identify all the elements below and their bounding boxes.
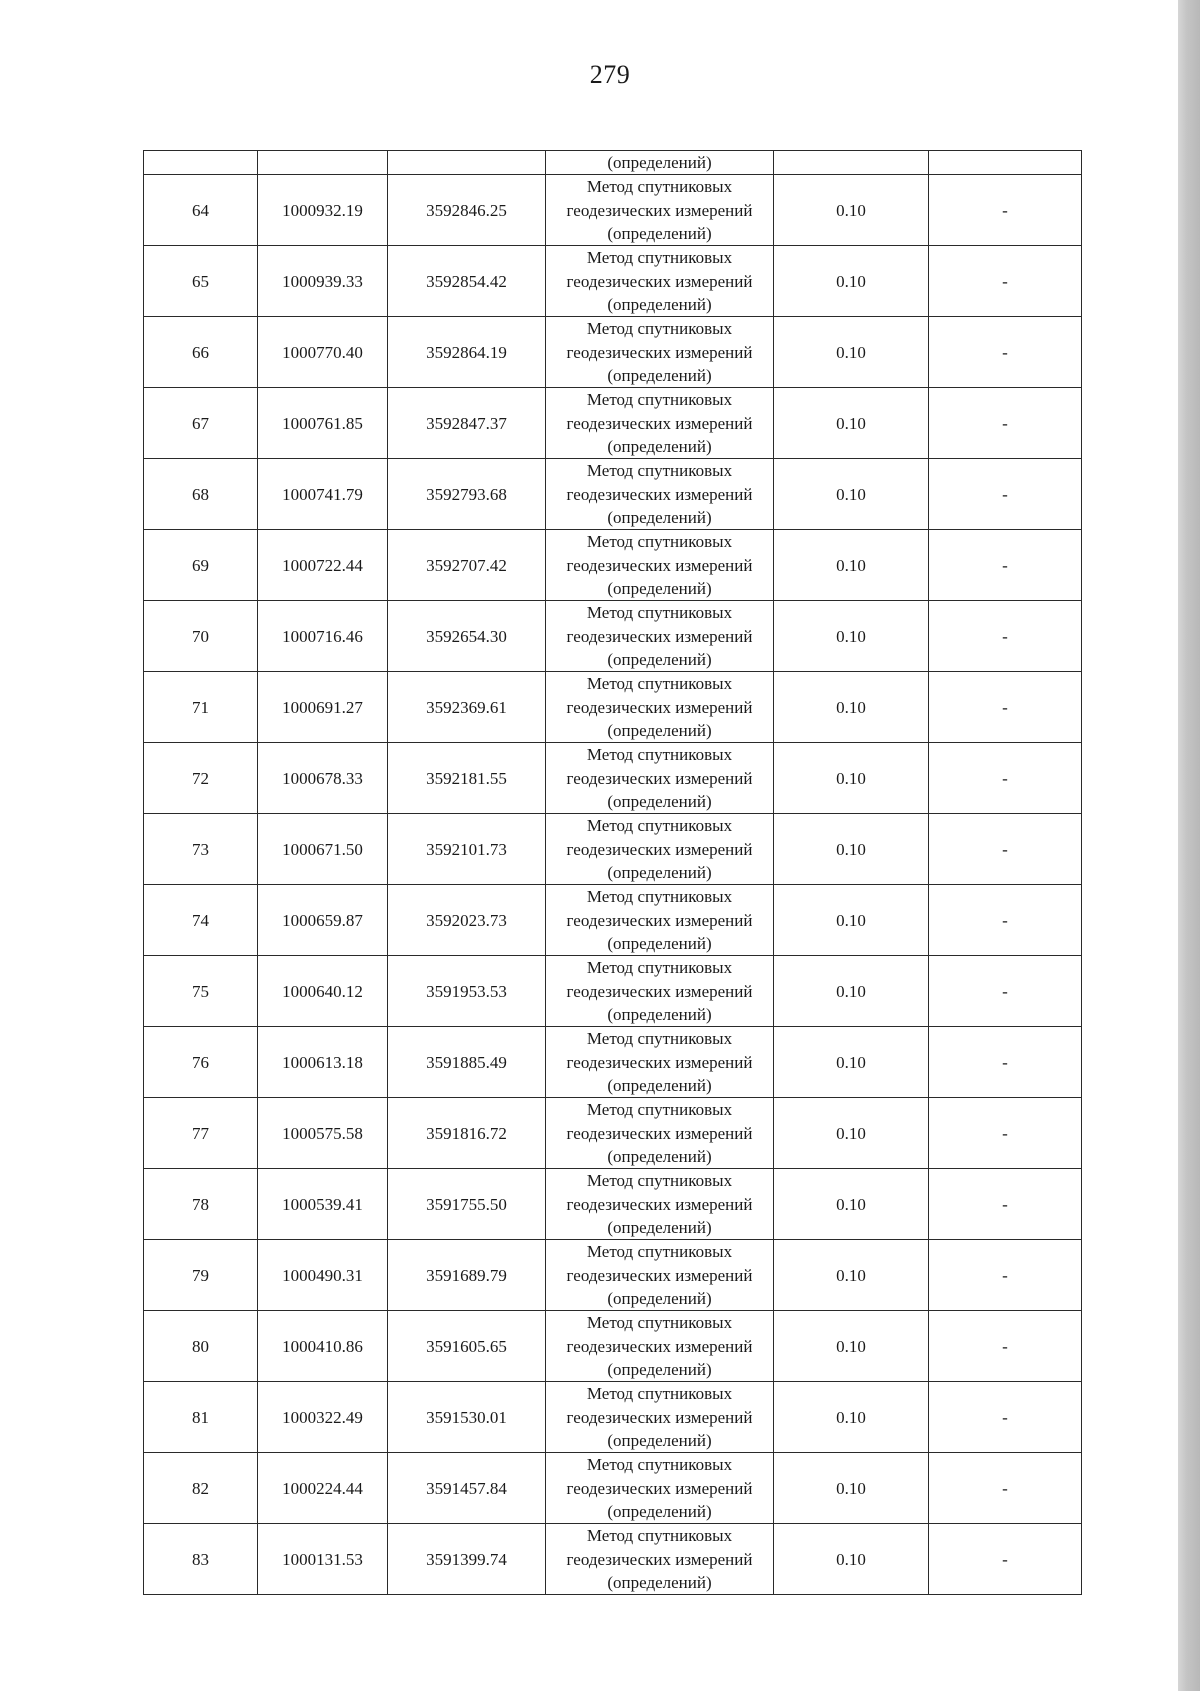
coordinate-x-cell: 1000322.49 (258, 1382, 388, 1453)
table-row (144, 317, 1082, 388)
accuracy-cell: 0.10 (774, 1098, 929, 1169)
method-cell (546, 885, 774, 956)
method-cell (546, 388, 774, 459)
point-number-cell: 81 (144, 1382, 258, 1453)
method-line: Метод спутниковых (586, 958, 733, 978)
method-line: (определений) (607, 294, 712, 314)
method-line: геодезических измерений (566, 697, 753, 717)
note-cell: - (929, 317, 1082, 388)
method-line: Метод спутниковых (586, 177, 733, 197)
method-line: Метод спутниковых (586, 816, 733, 836)
accuracy-cell: 0.10 (774, 1524, 929, 1595)
method-line: геодезических измерений (566, 981, 753, 1001)
point-number-cell: 77 (144, 1098, 258, 1169)
table-row (144, 743, 1082, 814)
point-number-cell: 67 (144, 388, 258, 459)
table-row (144, 388, 1082, 459)
method-cell (546, 1098, 774, 1169)
coordinate-x-cell: 1000410.86 (258, 1311, 388, 1382)
coordinate-y-cell: 3592023.73 (388, 885, 546, 956)
method-line: геодезических измерений (566, 271, 753, 291)
continuation-cell-x (258, 151, 388, 175)
point-number-cell: 74 (144, 885, 258, 956)
coordinate-y-cell: 3591953.53 (388, 956, 546, 1027)
method-line: геодезических измерений (566, 1478, 753, 1498)
method-line: геодезических измерений (566, 1407, 753, 1427)
accuracy-cell: 0.10 (774, 175, 929, 246)
method-line: геодезических измерений (566, 484, 753, 504)
accuracy-cell: 0.10 (774, 246, 929, 317)
accuracy-cell: 0.10 (774, 530, 929, 601)
accuracy-cell: 0.10 (774, 814, 929, 885)
method-line: геодезических измерений (566, 555, 753, 575)
coordinate-y-cell: 3592181.55 (388, 743, 546, 814)
table-row (144, 814, 1082, 885)
coordinate-x-cell: 1000131.53 (258, 1524, 388, 1595)
method-line: (определений) (607, 720, 712, 740)
note-cell: - (929, 1311, 1082, 1382)
point-number-cell: 69 (144, 530, 258, 601)
method-line: (определений) (607, 1288, 712, 1308)
method-line: (определений) (607, 649, 712, 669)
point-number-cell: 76 (144, 1027, 258, 1098)
method-line: (определений) (607, 507, 712, 527)
note-cell: - (929, 1382, 1082, 1453)
coordinate-y-cell: 3591755.50 (388, 1169, 546, 1240)
note-cell: - (929, 743, 1082, 814)
table-row (144, 1524, 1082, 1595)
coordinates-table (143, 150, 1082, 1595)
note-cell: - (929, 388, 1082, 459)
coordinate-x-cell: 1000932.19 (258, 175, 388, 246)
table-row (144, 1027, 1082, 1098)
method-line: Метод спутниковых (586, 1313, 733, 1333)
coordinate-x-cell: 1000640.12 (258, 956, 388, 1027)
continuation-cell-method: (определений) (546, 151, 774, 175)
table-row (144, 530, 1082, 601)
point-number-cell: 79 (144, 1240, 258, 1311)
note-cell: - (929, 175, 1082, 246)
method-line: геодезических измерений (566, 1194, 753, 1214)
note-cell: - (929, 246, 1082, 317)
table-row (144, 1240, 1082, 1311)
coordinate-x-cell: 1000659.87 (258, 885, 388, 956)
method-line: (определений) (607, 1359, 712, 1379)
method-line: Метод спутниковых (586, 1171, 733, 1191)
accuracy-cell: 0.10 (774, 956, 929, 1027)
method-line: геодезических измерений (566, 1052, 753, 1072)
note-cell: - (929, 1453, 1082, 1524)
coordinate-y-cell: 3591605.65 (388, 1311, 546, 1382)
accuracy-cell: 0.10 (774, 1311, 929, 1382)
table-row (144, 956, 1082, 1027)
method-cell (546, 1453, 774, 1524)
point-number-cell: 70 (144, 601, 258, 672)
method-line: Метод спутниковых (586, 1242, 733, 1262)
method-line: геодезических измерений (566, 910, 753, 930)
method-cell (546, 246, 774, 317)
method-line: геодезических измерений (566, 413, 753, 433)
coordinate-y-cell: 3592101.73 (388, 814, 546, 885)
method-line: Метод спутниковых (586, 1526, 733, 1546)
method-line: Метод спутниковых (586, 390, 733, 410)
coordinate-x-cell: 1000722.44 (258, 530, 388, 601)
scan-edge-shadow (1178, 0, 1200, 1691)
coordinate-x-cell: 1000224.44 (258, 1453, 388, 1524)
point-number-cell: 75 (144, 956, 258, 1027)
note-cell: - (929, 1524, 1082, 1595)
point-number-cell: 73 (144, 814, 258, 885)
coordinate-y-cell: 3592854.42 (388, 246, 546, 317)
method-cell (546, 1311, 774, 1382)
method-line: (определений) (607, 1217, 712, 1237)
point-number-cell: 66 (144, 317, 258, 388)
continuation-cell-note (929, 151, 1082, 175)
coordinate-x-cell: 1000691.27 (258, 672, 388, 743)
note-cell: - (929, 814, 1082, 885)
method-cell (546, 743, 774, 814)
coordinate-y-cell: 3591816.72 (388, 1098, 546, 1169)
method-line: (определений) (607, 365, 712, 385)
method-line: Метод спутниковых (586, 461, 733, 481)
method-line: Метод спутниковых (586, 319, 733, 339)
method-cell (546, 317, 774, 388)
coordinate-x-cell: 1000671.50 (258, 814, 388, 885)
method-line: (определений) (607, 436, 712, 456)
table-row (144, 1098, 1082, 1169)
table-row (144, 246, 1082, 317)
table-row (144, 1382, 1082, 1453)
method-cell (546, 1524, 774, 1595)
continuation-cell-y (388, 151, 546, 175)
accuracy-cell: 0.10 (774, 1453, 929, 1524)
method-cell (546, 672, 774, 743)
note-cell: - (929, 672, 1082, 743)
coordinate-y-cell: 3591885.49 (388, 1027, 546, 1098)
coordinate-x-cell: 1000678.33 (258, 743, 388, 814)
continuation-row (144, 151, 1082, 175)
method-cell (546, 1240, 774, 1311)
coordinate-y-cell: 3592654.30 (388, 601, 546, 672)
note-cell: - (929, 1098, 1082, 1169)
method-cell (546, 530, 774, 601)
method-line: Метод спутниковых (586, 532, 733, 552)
method-line: геодезических измерений (566, 200, 753, 220)
coordinate-y-cell: 3592846.25 (388, 175, 546, 246)
method-line: Метод спутниковых (586, 745, 733, 765)
method-line: геодезических измерений (566, 1549, 753, 1569)
method-line: геодезических измерений (566, 1336, 753, 1356)
coordinate-x-cell: 1000770.40 (258, 317, 388, 388)
point-number-cell: 83 (144, 1524, 258, 1595)
continuation-cell-accuracy (774, 151, 929, 175)
method-line: Метод спутниковых (586, 1384, 733, 1404)
accuracy-cell: 0.10 (774, 317, 929, 388)
accuracy-cell: 0.10 (774, 1169, 929, 1240)
method-line: (определений) (607, 578, 712, 598)
method-line: Метод спутниковых (586, 248, 733, 268)
coordinate-y-cell: 3591530.01 (388, 1382, 546, 1453)
method-line: (определений) (607, 1146, 712, 1166)
accuracy-cell: 0.10 (774, 1027, 929, 1098)
note-cell: - (929, 459, 1082, 530)
note-cell: - (929, 530, 1082, 601)
method-line: геодезических измерений (566, 1123, 753, 1143)
accuracy-cell: 0.10 (774, 672, 929, 743)
point-number-cell: 82 (144, 1453, 258, 1524)
table-row (144, 1453, 1082, 1524)
table-row (144, 175, 1082, 246)
accuracy-cell: 0.10 (774, 1240, 929, 1311)
method-cell (546, 956, 774, 1027)
coordinate-y-cell: 3592793.68 (388, 459, 546, 530)
method-line: (определений) (607, 1430, 712, 1450)
method-line: Метод спутниковых (586, 1100, 733, 1120)
coordinate-y-cell: 3591457.84 (388, 1453, 546, 1524)
note-cell: - (929, 1027, 1082, 1098)
coordinate-x-cell: 1000613.18 (258, 1027, 388, 1098)
note-cell: - (929, 956, 1082, 1027)
point-number-cell: 71 (144, 672, 258, 743)
method-line: Метод спутниковых (586, 674, 733, 694)
coordinate-x-cell: 1000575.58 (258, 1098, 388, 1169)
method-line: (определений) (607, 862, 712, 882)
note-cell: - (929, 1240, 1082, 1311)
method-line: (определений) (607, 1572, 712, 1592)
accuracy-cell: 0.10 (774, 601, 929, 672)
table-row (144, 1311, 1082, 1382)
point-number-cell: 72 (144, 743, 258, 814)
coordinate-x-cell: 1000539.41 (258, 1169, 388, 1240)
coordinates-table-body (144, 151, 1082, 1595)
method-cell (546, 1382, 774, 1453)
coordinate-x-cell: 1000761.85 (258, 388, 388, 459)
coordinate-y-cell: 3592369.61 (388, 672, 546, 743)
coordinate-y-cell: 3592864.19 (388, 317, 546, 388)
method-line: Метод спутниковых (586, 1455, 733, 1475)
coordinate-x-cell: 1000490.31 (258, 1240, 388, 1311)
method-line: (определений) (607, 933, 712, 953)
method-line: Метод спутниковых (586, 887, 733, 907)
method-line: геодезических измерений (566, 839, 753, 859)
method-line: (определений) (607, 791, 712, 811)
method-cell (546, 1169, 774, 1240)
coordinate-y-cell: 3591399.74 (388, 1524, 546, 1595)
accuracy-cell: 0.10 (774, 743, 929, 814)
method-line: геодезических измерений (566, 768, 753, 788)
table-row (144, 601, 1082, 672)
accuracy-cell: 0.10 (774, 885, 929, 956)
accuracy-cell: 0.10 (774, 388, 929, 459)
method-cell (546, 601, 774, 672)
point-number-cell: 68 (144, 459, 258, 530)
method-line: (определений) (607, 1004, 712, 1024)
note-cell: - (929, 601, 1082, 672)
note-cell: - (929, 1169, 1082, 1240)
coordinate-x-cell: 1000716.46 (258, 601, 388, 672)
method-line: геодезических измерений (566, 626, 753, 646)
method-cell (546, 1027, 774, 1098)
method-line: геодезических измерений (566, 1265, 753, 1285)
method-cell (546, 175, 774, 246)
point-number-cell: 65 (144, 246, 258, 317)
method-line: (определений) (607, 1501, 712, 1521)
method-line: (определений) (607, 1075, 712, 1095)
note-cell: - (929, 885, 1082, 956)
coordinate-x-cell: 1000741.79 (258, 459, 388, 530)
point-number-cell: 64 (144, 175, 258, 246)
coordinate-y-cell: 3591689.79 (388, 1240, 546, 1311)
method-cell (546, 814, 774, 885)
table-row (144, 672, 1082, 743)
accuracy-cell: 0.10 (774, 459, 929, 530)
table-row (144, 885, 1082, 956)
method-line: Метод спутниковых (586, 1029, 733, 1049)
coordinate-y-cell: 3592707.42 (388, 530, 546, 601)
method-cell (546, 459, 774, 530)
continuation-cell-num (144, 151, 258, 175)
point-number-cell: 80 (144, 1311, 258, 1382)
method-line: Метод спутниковых (586, 603, 733, 623)
method-line: геодезических измерений (566, 342, 753, 362)
coordinate-x-cell: 1000939.33 (258, 246, 388, 317)
point-number-cell: 78 (144, 1169, 258, 1240)
table-row (144, 459, 1082, 530)
page-number: 279 (589, 60, 631, 89)
coordinate-y-cell: 3592847.37 (388, 388, 546, 459)
accuracy-cell: 0.10 (774, 1382, 929, 1453)
table-row (144, 1169, 1082, 1240)
method-line: (определений) (607, 223, 712, 243)
